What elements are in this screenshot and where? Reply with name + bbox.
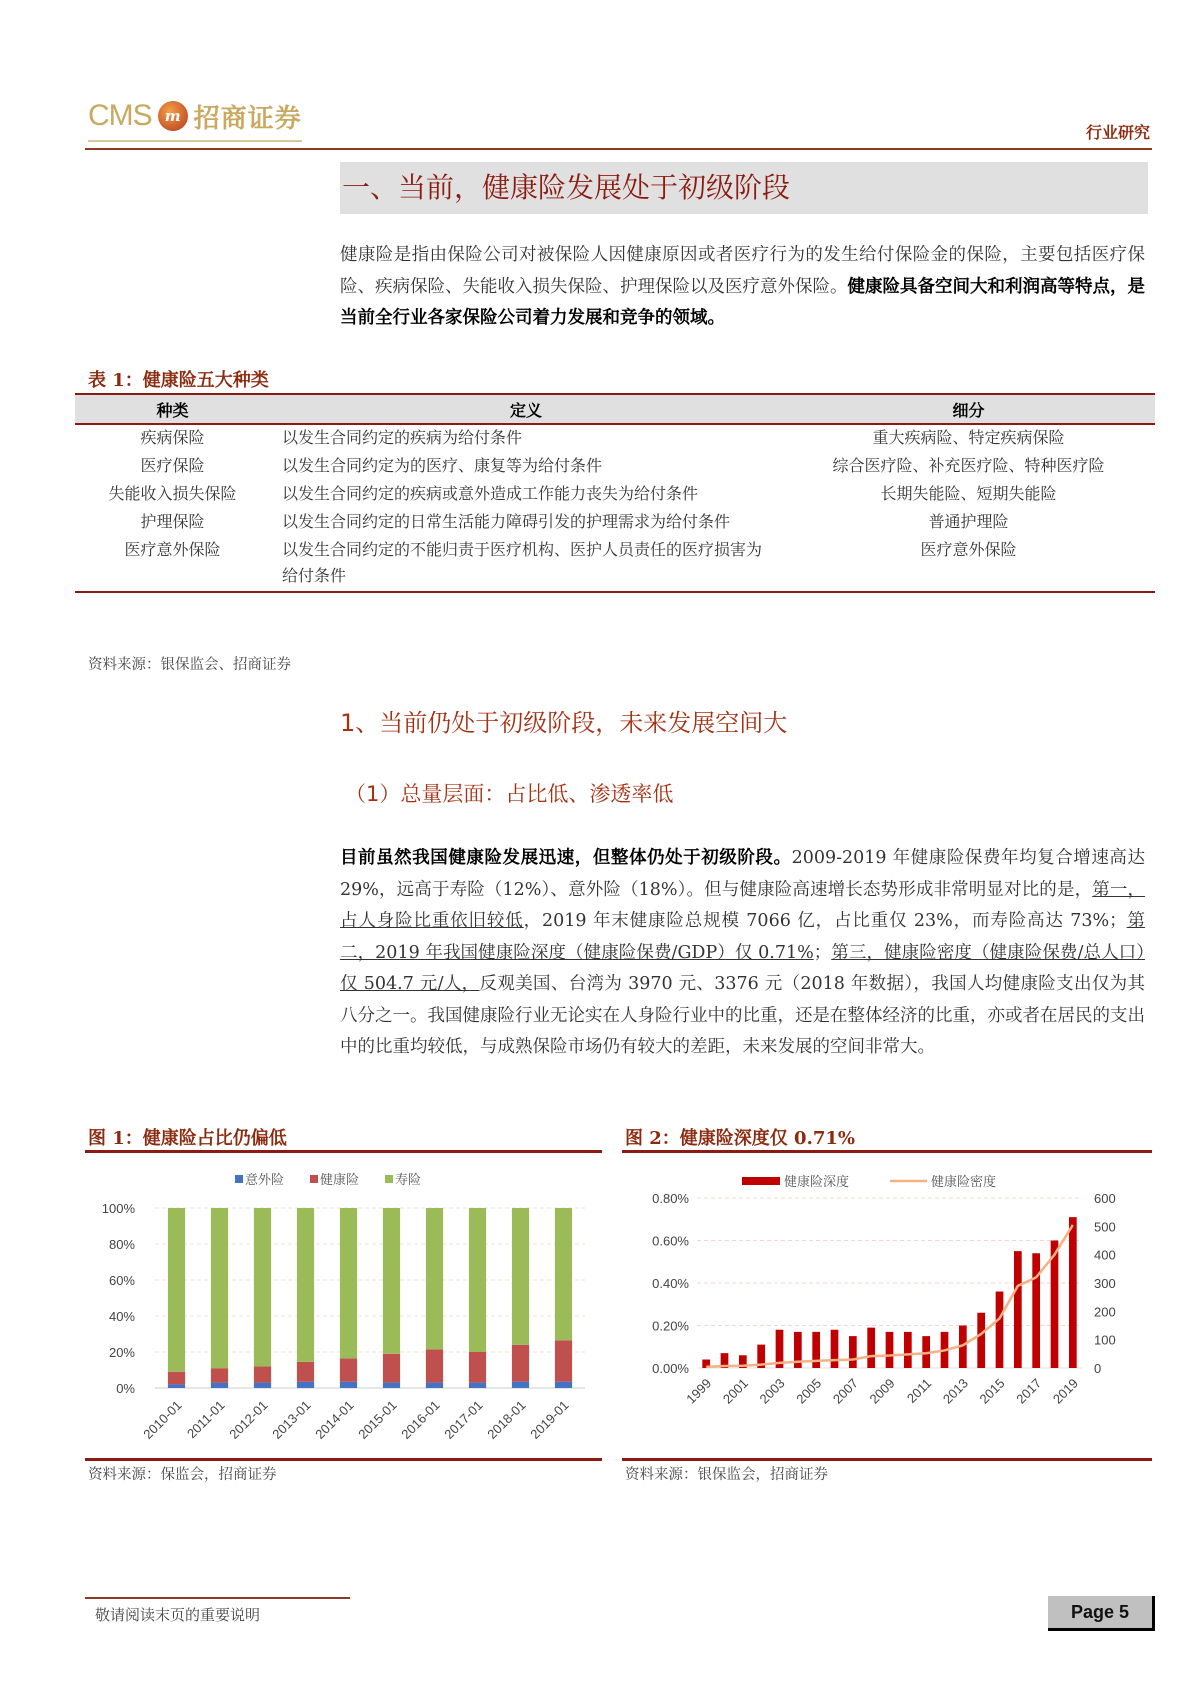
legend-label: 健康险深度 xyxy=(784,1174,850,1189)
y-right-tick-label: 100 xyxy=(1094,1332,1116,1348)
cell-definition: 以发生合同约定的日常生活能力障碍引发的护理需求为给付条件 xyxy=(282,512,731,531)
cell-subcategory: 综合医疗险、补充医疗险、特种医疗险 xyxy=(832,456,1105,475)
company-logo xyxy=(88,96,302,142)
y-right-tick-label: 400 xyxy=(1094,1247,1116,1263)
bar-segment-意外险 xyxy=(555,1382,572,1388)
bar-segment-寿险 xyxy=(211,1208,228,1368)
bar-segment-寿险 xyxy=(383,1208,400,1354)
bar-segment-寿险 xyxy=(297,1208,314,1362)
cell-type: 失能收入损失保险 xyxy=(108,484,237,503)
table-row xyxy=(75,509,1155,537)
depth-bar xyxy=(812,1332,820,1368)
underlined-text: 第二，2019 年我国健康险深度（健康险保费/GDP）仅 0.71% xyxy=(340,911,1146,963)
header-definition: 定义 xyxy=(270,394,782,424)
x-tick-label: 2012-01 xyxy=(226,1397,271,1442)
table-header-row xyxy=(75,394,1155,424)
chart2-source: 资料来源：银保监会，招商证券 xyxy=(625,1467,828,1483)
y-tick-label: 80% xyxy=(108,1237,135,1252)
bar-segment-健康险 xyxy=(426,1349,443,1382)
legend-label: 意外险 xyxy=(245,1172,285,1187)
text-run: 2009-2019 年健康险保费年均复合增速高达 29%，远高于寿险（12%）、意外险（18%）。但与健康险高速增长态势形成非常明显对比的是， xyxy=(340,848,1145,900)
x-tick-label: 2010-01 xyxy=(140,1397,185,1442)
bar-segment-寿险 xyxy=(340,1208,357,1358)
logo-badge-icon: m xyxy=(158,101,188,131)
depth-bar xyxy=(849,1336,857,1368)
x-tick-label: 2011-01 xyxy=(183,1397,228,1442)
text-run: ； xyxy=(813,942,832,963)
y-left-tick-label: 0.40% xyxy=(652,1276,689,1291)
cell-subcategory: 长期失能险、短期失能险 xyxy=(880,484,1057,503)
x-tick-label: 2013 xyxy=(939,1375,971,1407)
underlined-text: 第一，占人身险比重依旧较低 xyxy=(340,879,1146,931)
bar-segment-意外险 xyxy=(297,1382,314,1388)
y-right-tick-label: 300 xyxy=(1094,1276,1116,1291)
page-number: Page 5 xyxy=(1048,1596,1155,1631)
legend-swatch xyxy=(385,1175,393,1183)
table-source: 资料来源：银保监会、招商证券 xyxy=(88,657,291,673)
y-left-tick-label: 0.00% xyxy=(652,1361,689,1376)
depth-bar xyxy=(867,1328,875,1368)
bar-segment-健康险 xyxy=(340,1358,357,1381)
text-run: 反观美国、台湾为 3970 元、3376 元（2018 年数据），我国人均健康险支出仅为其八分之一。我国健康险行业无论实在人身险行业中的比重，还是在整体经济的比重，亦或者在居民的支出中的比重均较低，与成熟保险市场仍有较大的差距，未来发展的空间非常大。 xyxy=(340,974,1146,1057)
cell-definition: 以发生合同约定的疾病或意外造成工作能力丧失为给付条件 xyxy=(282,484,699,503)
y-right-tick-label: 0 xyxy=(1094,1361,1102,1376)
depth-bar xyxy=(904,1332,912,1368)
bar-segment-健康险 xyxy=(168,1372,185,1385)
bar-segment-寿险 xyxy=(469,1208,486,1352)
legend-label: 寿险 xyxy=(395,1172,422,1187)
cell-subcategory: 医疗意外保险 xyxy=(920,540,1017,559)
legend-swatch xyxy=(742,1177,780,1185)
cell-type: 疾病保险 xyxy=(140,428,205,447)
bar-segment-健康险 xyxy=(297,1362,314,1382)
depth-bar xyxy=(1014,1251,1022,1368)
legend-label: 健康险密度 xyxy=(931,1174,997,1189)
bar-segment-意外险 xyxy=(426,1383,443,1388)
chart1-source: 资料来源：保监会，招商证券 xyxy=(88,1467,277,1483)
cell-definition: 以发生合同约定的疾病为给付条件 xyxy=(282,428,523,447)
bar-segment-意外险 xyxy=(469,1383,486,1388)
y-right-tick-label: 500 xyxy=(1094,1219,1116,1235)
legend-swatch xyxy=(235,1175,243,1183)
bar-segment-健康险 xyxy=(211,1368,228,1382)
x-tick-label: 2019-01 xyxy=(527,1397,572,1442)
cell-type: 医疗保险 xyxy=(140,456,205,475)
subheading-2: （1）总量层面：占比低、渗透率低 xyxy=(345,782,674,806)
x-tick-label: 1999 xyxy=(683,1375,715,1407)
bold-text: 目前虽然我国健康险发展迅速，但整体仍处于初级阶段。 xyxy=(340,848,792,868)
bar-segment-健康险 xyxy=(555,1340,572,1381)
y-left-tick-label: 0.20% xyxy=(652,1318,689,1334)
depth-bar xyxy=(1032,1253,1040,1368)
cell-definition: 以发生合同约定的不能归责于医疗机构、医护人员责任的医疗损害为给付条件 xyxy=(282,540,763,585)
table-row xyxy=(75,481,1155,509)
x-tick-label: 2005 xyxy=(793,1375,825,1407)
footer-divider xyxy=(85,1597,350,1599)
bar-segment-健康险 xyxy=(254,1366,271,1382)
cell-type: 护理保险 xyxy=(140,512,205,531)
x-tick-label: 2019 xyxy=(1049,1375,1081,1407)
table-row xyxy=(75,453,1155,481)
table-row xyxy=(75,424,1155,453)
depth-bar xyxy=(831,1330,839,1368)
depth-bar xyxy=(996,1292,1004,1369)
cell-subcategory: 普通护理险 xyxy=(928,512,1009,531)
section-title: 一、当前，健康险发展处于初级阶段 xyxy=(340,162,1148,214)
intro-paragraph xyxy=(340,240,1145,335)
chart1-frame xyxy=(85,1150,602,1461)
x-tick-label: 2016-01 xyxy=(398,1397,443,1442)
bar-segment-意外险 xyxy=(383,1383,400,1388)
table-title: 表 1：健康险五大种类 xyxy=(88,370,269,391)
text-run: ，2019 年末健康险总规模 7066 亿，占比重仅 23%，而寿险高达 73%； xyxy=(523,911,1127,931)
bar-segment-意外险 xyxy=(512,1382,529,1388)
report-type-tag: 行业研究 xyxy=(1085,123,1150,142)
bar-segment-健康险 xyxy=(469,1352,486,1383)
y-tick-label: 60% xyxy=(108,1273,135,1288)
depth-bar xyxy=(886,1332,894,1368)
table-row xyxy=(75,537,1155,592)
depth-bar xyxy=(977,1313,985,1368)
x-tick-label: 2013-01 xyxy=(269,1397,314,1442)
header-type: 种类 xyxy=(75,394,270,424)
y-right-tick-label: 200 xyxy=(1094,1304,1116,1320)
bar-segment-意外险 xyxy=(340,1382,357,1388)
x-tick-label: 2015-01 xyxy=(355,1397,400,1442)
y-left-tick-label: 0.80% xyxy=(652,1191,689,1206)
bar-segment-寿险 xyxy=(254,1208,271,1366)
insurance-types-table xyxy=(75,393,1155,593)
text-run: 健康险是指由保险公司对被保险人因健康原因或者医疗行为的发生给付保险金的保险，主要包括医疗保险、疾病保险、失能收入损失保险、护理保险以及医疗意外保险。 xyxy=(340,245,1145,297)
bar-segment-健康险 xyxy=(512,1345,529,1382)
chart2-svg xyxy=(622,1153,1152,1458)
footer-note: 敬请阅读末页的重要说明 xyxy=(95,1606,261,1624)
legend-swatch xyxy=(310,1175,318,1183)
bar-segment-意外险 xyxy=(211,1383,228,1388)
header-subcategory: 细分 xyxy=(782,394,1155,424)
x-tick-label: 2009 xyxy=(866,1375,898,1407)
bar-segment-意外险 xyxy=(168,1384,185,1388)
x-tick-label: 2001 xyxy=(719,1375,751,1407)
cell-definition: 以发生合同约定为的医疗、康复等为给付条件 xyxy=(282,456,603,475)
legend-label: 健康险 xyxy=(320,1172,360,1187)
chart2-title: 图 2：健康险深度仅 0.71% xyxy=(625,1128,856,1149)
bar-segment-寿险 xyxy=(426,1208,443,1349)
y-tick-label: 40% xyxy=(108,1309,135,1324)
chart2-frame xyxy=(622,1150,1152,1461)
chart1-svg xyxy=(85,1153,602,1458)
x-tick-label: 2007 xyxy=(829,1375,861,1407)
y-left-tick-label: 0.60% xyxy=(652,1233,689,1249)
header-divider xyxy=(85,148,1152,150)
bar-segment-寿险 xyxy=(168,1208,185,1372)
y-tick-label: 100% xyxy=(101,1201,135,1216)
cell-subcategory: 重大疾病险、特定疾病保险 xyxy=(872,428,1065,447)
x-tick-label: 2018-01 xyxy=(484,1397,529,1442)
logo-text-en: CMS xyxy=(88,99,152,132)
x-tick-label: 2003 xyxy=(756,1375,788,1407)
x-tick-label: 2017 xyxy=(1013,1375,1045,1407)
bar-segment-寿险 xyxy=(512,1208,529,1345)
depth-bar xyxy=(1069,1217,1077,1368)
underlined-text: 第三，健康险密度（健康险保费/总人口）仅 504.7 元/人， xyxy=(340,942,1145,994)
subheading-1: 1、当前仍处于初级阶段，未来发展空间大 xyxy=(340,709,788,737)
y-right-tick-label: 600 xyxy=(1094,1191,1116,1206)
bar-segment-健康险 xyxy=(383,1354,400,1383)
bold-text: 健康险具备空间大和利润高等特点，是当前全行业各家保险公司着力发展和竞争的领域。 xyxy=(340,276,1145,328)
x-tick-label: 2015 xyxy=(976,1375,1008,1407)
analysis-paragraph xyxy=(340,843,1145,1064)
y-tick-label: 0% xyxy=(116,1381,135,1396)
x-tick-label: 2014-01 xyxy=(312,1397,357,1442)
y-tick-label: 20% xyxy=(108,1345,135,1360)
x-tick-label: 2011 xyxy=(903,1375,935,1406)
logo-text-cn: 招商证券 xyxy=(193,103,302,134)
chart1-title: 图 1：健康险占比仍偏低 xyxy=(88,1128,287,1149)
x-tick-label: 2017-01 xyxy=(441,1397,486,1442)
bar-segment-意外险 xyxy=(254,1383,271,1388)
cell-type: 医疗意外保险 xyxy=(124,540,221,559)
bar-segment-寿险 xyxy=(555,1208,572,1340)
